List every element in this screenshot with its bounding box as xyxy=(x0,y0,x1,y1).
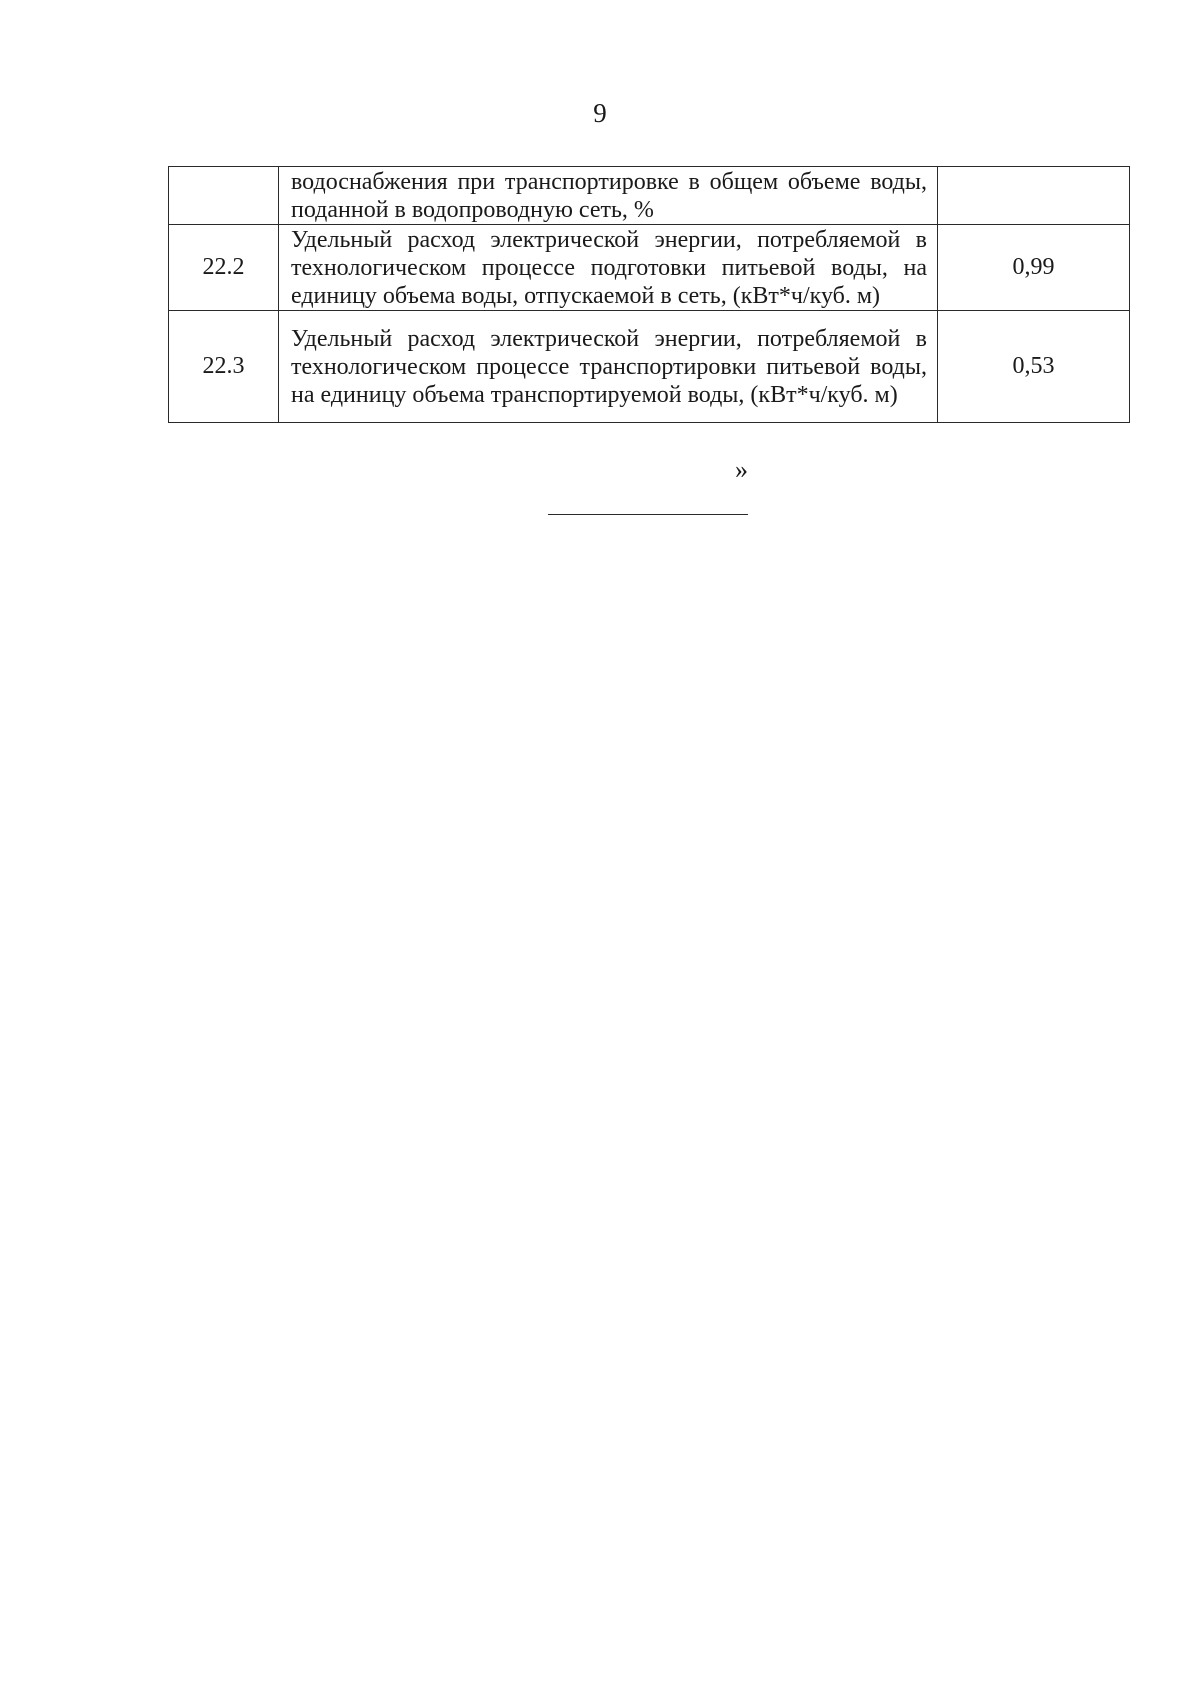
row-value-cell: 0,53 xyxy=(938,311,1130,423)
indicators-table xyxy=(168,166,1130,423)
closing-quote: » xyxy=(735,455,748,484)
table-row xyxy=(169,167,1130,225)
row-description-cell: Удельный расход электрической энергии, потребляемой в технологическом процессе подготовки питьевой воды, на единицу объема воды, отпускаемой в сеть, (кВт*ч/куб. м) xyxy=(279,225,938,311)
row-description-cell: водоснабжения при транспортировке в общем объеме воды, поданной в водопроводную сеть, % xyxy=(279,167,938,225)
row-number-cell: 22.3 xyxy=(169,311,279,423)
end-divider-line xyxy=(548,514,748,515)
row-description-cell: Удельный расход электрической энергии, потребляемой в технологическом процессе транспортировки питьевой воды, на единицу объема транспортируемой воды, (кВт*ч/куб. м) xyxy=(279,311,938,423)
row-number-cell: 22.2 xyxy=(169,225,279,311)
table-row xyxy=(169,225,1130,311)
row-value-cell xyxy=(938,167,1130,225)
row-value-cell: 0,99 xyxy=(938,225,1130,311)
row-number-cell xyxy=(169,167,279,225)
table-row xyxy=(169,311,1130,423)
page-number: 9 xyxy=(593,98,607,128)
